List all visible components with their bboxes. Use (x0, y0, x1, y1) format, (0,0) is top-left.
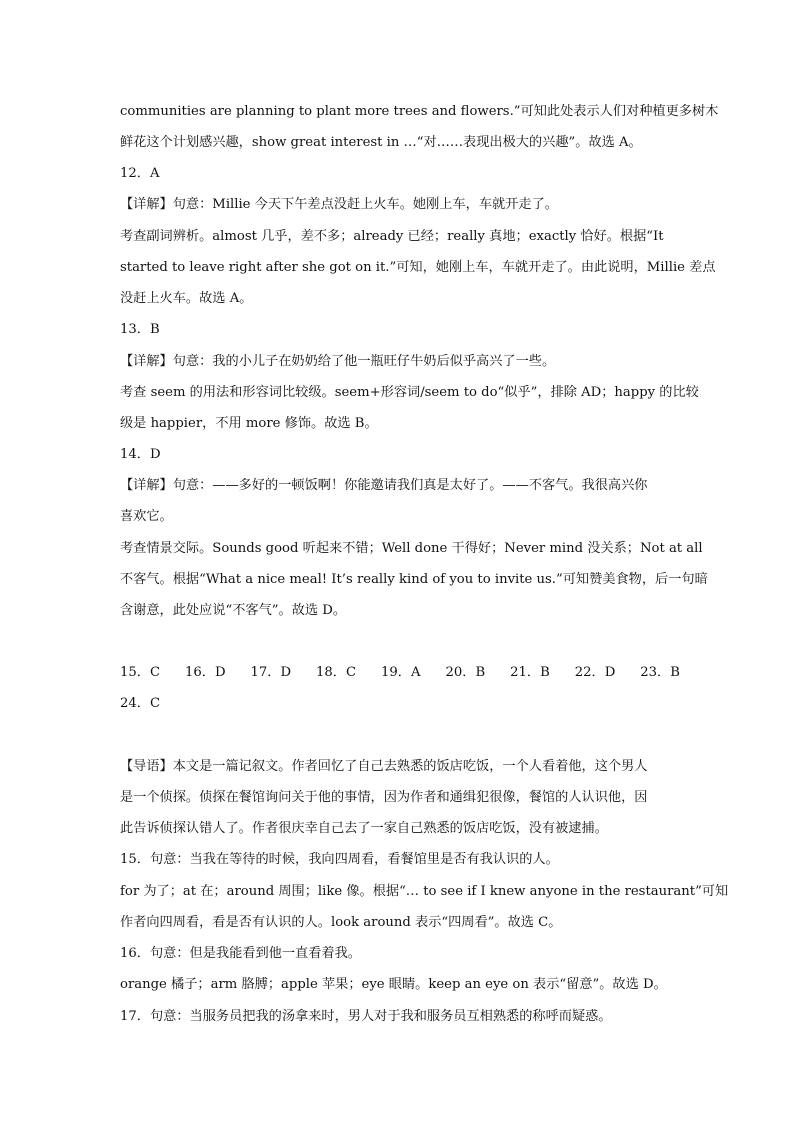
text-line: 不客气。根据“What a nice meal! It’s really kind of you to invite us.”可知赞美食物，后一句暗 (120, 572, 708, 587)
question-answer: 12．A (120, 166, 160, 181)
text-line: 考查情景交际。Sounds good 听起来不错；Well done 干得好；Never mind 没关系；Not at all (120, 541, 703, 556)
answer-item: 24．C (120, 696, 161, 711)
question-answer: 14．D (120, 447, 161, 462)
text-line: 【导语】本文是一篇记叙文。作者回忆了自己去熟悉的饭店吃饭，一个人看着他，这个男人 (120, 759, 648, 774)
answer-item: 23．B (640, 665, 680, 680)
text-line: for 为了；at 在；around 周围；like 像。根据“… to see if I knew anyone in the restaurant”可知 (120, 884, 729, 899)
text-line: 15．句意：当我在等待的时候，我向四周看，看餐馆里是否有我认识的人。 (120, 852, 559, 867)
text-line: 喜欢它。 (120, 509, 173, 524)
answer-key-row (120, 664, 680, 682)
text-line: 考查副词辨析。almost 几乎，差不多；already 已经；really 真地；exactly 恰好。根据“It (120, 229, 664, 244)
answer-item: 21．B (510, 665, 550, 680)
answer-item: 17．D (250, 665, 292, 680)
text-line: 【详解】句意：——多好的一顿饭啊！你能邀请我们真是太好了。——不客气。我很高兴你 (120, 478, 648, 493)
answer-item: 22．D (574, 665, 616, 680)
text-line: 含谢意，此处应说“不客气”。故选 D。 (120, 603, 347, 618)
question-answer: 13．B (120, 322, 160, 337)
text-line: 【详解】句意：我的小儿子在奶奶给了他一瓶旺仔牛奶后似乎高兴了一些。 (120, 354, 556, 369)
text-line: 【详解】句意：Millie 今天下午差点没赶上火车。她刚上车，车就开走了。 (120, 197, 558, 212)
text-line: 17．句意：当服务员把我的汤拿来时，男人对于我和服务员互相熟悉的称呼而疑惑。 (120, 1009, 612, 1024)
answer-item: 15．C (120, 665, 161, 680)
answer-item: 16．D (185, 665, 226, 680)
text-line: 鲜花这个计划感兴趣，show great interest in …“对……表现出极大的兴趣”。故选 A。 (120, 135, 642, 150)
text-line: 没赶上火车。故选 A。 (120, 291, 253, 306)
text-line: communities are planning to plant more trees and flowers.”可知此处表示人们对种植更多树木 (120, 104, 719, 119)
text-line: 级是 happier，不用 more 修饰。故选 B。 (120, 416, 378, 431)
text-line: 考查 seem 的用法和形容词比较级。seem+形容词/seem to do“似乎”，排除 AD；happy 的比较 (120, 385, 699, 400)
text-line: 是一个侦探。侦探在餐馆询问关于他的事情，因为作者和通缉犯很像，餐馆的人认识他，因 (120, 790, 648, 805)
text-line: orange 橘子；arm 胳膊；apple 苹果；eye 眼睛。keep an eye on 表示“留意”。故选 D。 (120, 977, 667, 992)
text-line: 此告诉侦探认错人了。作者很庆幸自己去了一家自己熟悉的饭店吃饭，没有被逮捕。 (120, 821, 608, 836)
answer-item: 20．B (445, 665, 486, 680)
answer-item: 19．A (381, 665, 421, 680)
text-line: started to leave right after she got on it.”可知，她刚上车，车就开走了。由此说明，Millie 差点 (120, 260, 716, 275)
text-line: 16．句意：但是我能看到他一直看着我。 (120, 946, 361, 961)
answer-item: 18．C (316, 665, 357, 680)
text-line: 作者向四周看，看是否有认识的人。look around 表示“四周看”。故选 C。 (120, 915, 562, 930)
